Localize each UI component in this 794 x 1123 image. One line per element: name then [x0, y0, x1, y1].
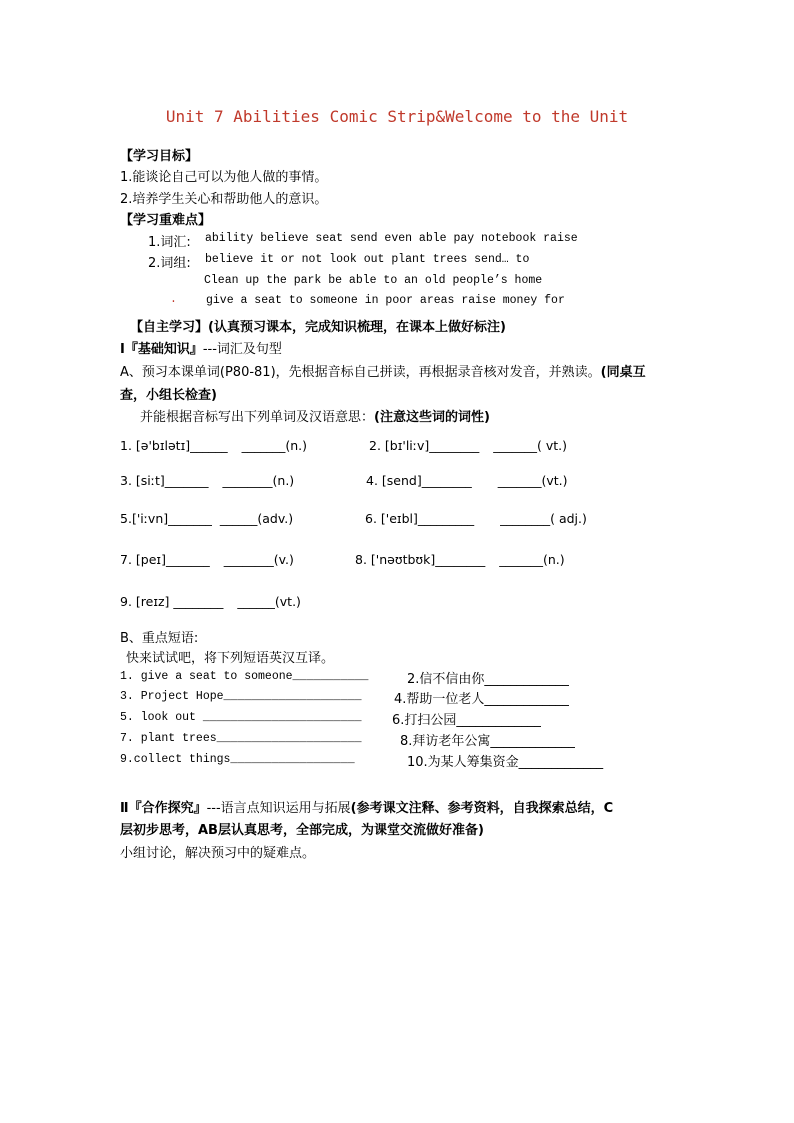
- item-number: 6.: [365, 511, 377, 526]
- phrase-item: 8.拜访老年公寓_____________: [400, 734, 575, 749]
- phrase-item: 2.信不信由你_____________: [407, 672, 569, 687]
- answer-blank: ________(v.): [223, 552, 294, 567]
- section-a-note-bold: (注意这些词的词性): [374, 410, 490, 425]
- phonetic-symbol: [ə'bɪlətɪ]______: [135, 438, 228, 453]
- item-number: 3.: [120, 473, 132, 488]
- phrase-line: give a seat to someone in poor areas raise money for: [206, 294, 565, 307]
- item-number: 8.: [355, 552, 367, 567]
- item-number: 9.: [120, 594, 132, 609]
- section-a-bold: (同桌互: [600, 365, 646, 380]
- phonetic-symbol: [send]________: [381, 473, 472, 488]
- phrase-line: believe it or not look out plant trees send… to: [205, 253, 530, 266]
- coop-note: (参考课文注释、参考资料，自我探索总结，C: [350, 801, 614, 816]
- answer-blank: _______( vt.): [493, 438, 567, 453]
- phrase-item: 6.打扫公园_____________: [392, 713, 541, 728]
- key-heading: 【学习重难点】: [120, 213, 212, 228]
- phonetic-symbol: ['nəʊtbʊk]________: [370, 552, 486, 567]
- phrase-item: 4.帮助一位老人_____________: [394, 692, 569, 707]
- phonetic-item: [355, 552, 565, 567]
- phrase-item: 1. give a seat to someone___________: [120, 670, 369, 683]
- coop-discuss: 小组讨论，解决预习中的疑难点。: [120, 846, 316, 861]
- phonetic-item: [120, 473, 294, 488]
- answer-blank: ________( adj.): [500, 511, 587, 526]
- phonetic-item: [365, 511, 587, 526]
- phrase-item: 5. look out _______________________: [120, 711, 362, 724]
- answer-blank: _______(n.): [241, 438, 307, 453]
- answer-blank: ______(adv.): [219, 511, 294, 526]
- phonetic-item: [120, 594, 301, 609]
- phonetic-symbol: ['iːvn]_______: [131, 511, 212, 526]
- phrase-label: 2.词组:: [148, 256, 191, 271]
- coop-sub: ---语言点知识运用与拓展: [206, 801, 351, 816]
- item-number: 2.: [369, 438, 381, 453]
- section-a-bold: 查，小组长检查): [120, 388, 217, 403]
- phrase-item: 3. Project Hope____________________: [120, 690, 362, 703]
- coop-note: 层初步思考，AB层认真思考，全部完成，为课堂交流做好准备): [120, 823, 484, 838]
- phonetic-item: [120, 511, 293, 526]
- phrase-dot: .: [170, 293, 177, 306]
- phonetic-item: [366, 473, 568, 488]
- phrase-item: 7. plant trees_____________________: [120, 732, 362, 745]
- goal-item: 2.培养学生关心和帮助他人的意识。: [120, 192, 328, 207]
- section-a-instructions: A、预习本课单词(P80-81)，先根据音标自己拼读，再根据录音核对发音，并熟读。: [120, 365, 601, 380]
- phrase-item: 10.为某人筹集资金_____________: [407, 755, 604, 770]
- phonetic-item: [120, 552, 294, 567]
- answer-blank: _______(vt.): [497, 473, 568, 488]
- phonetic-symbol: [bɪ'liːv]________: [384, 438, 480, 453]
- item-number: 7.: [120, 552, 132, 567]
- basic-title: Ⅰ『基础知识』: [120, 342, 203, 357]
- goals-heading: 【学习目标】: [120, 149, 199, 164]
- phrase-line: Clean up the park be able to an old people’s home: [204, 274, 543, 287]
- answer-blank: ________(n.): [222, 473, 295, 488]
- section-b-intro: 快来试试吧，将下列短语英汉互译。: [126, 651, 335, 666]
- self-study-heading: 【自主学习】(认真预习课本，完成知识梳理，在课本上做好标注): [130, 320, 506, 335]
- coop-title: Ⅱ『合作探究』: [120, 801, 207, 816]
- answer-blank: _______(n.): [499, 552, 565, 567]
- phonetic-item: [120, 438, 307, 453]
- goal-item: 1.能谈论自己可以为他人做的事情。: [120, 170, 328, 185]
- item-number: 4.: [366, 473, 378, 488]
- phonetic-symbol: ['eɪbl]_________: [380, 511, 475, 526]
- phonetic-symbol: [peɪ]_______: [135, 552, 210, 567]
- phrase-item: 9.collect things__________________: [120, 753, 355, 766]
- section-a-note: 并能根据音标写出下列单词及汉语意思：: [140, 410, 375, 425]
- item-number: 5.: [120, 511, 132, 526]
- answer-blank: ______(vt.): [237, 594, 301, 609]
- vocab-words: ability believe seat send even able pay notebook raise: [205, 232, 578, 245]
- section-b-title: B、重点短语:: [120, 631, 199, 646]
- page-title: Unit 7 Abilities Comic Strip&Welcome to the Unit: [165, 107, 629, 126]
- item-number: 1.: [120, 438, 132, 453]
- phonetic-symbol: [siːt]_______: [135, 473, 209, 488]
- phonetic-item: [369, 438, 567, 453]
- vocab-label: 1.词汇:: [148, 235, 191, 250]
- basic-sub: ---词汇及句型: [202, 342, 282, 357]
- phonetic-symbol: [reɪz] ________: [135, 594, 224, 609]
